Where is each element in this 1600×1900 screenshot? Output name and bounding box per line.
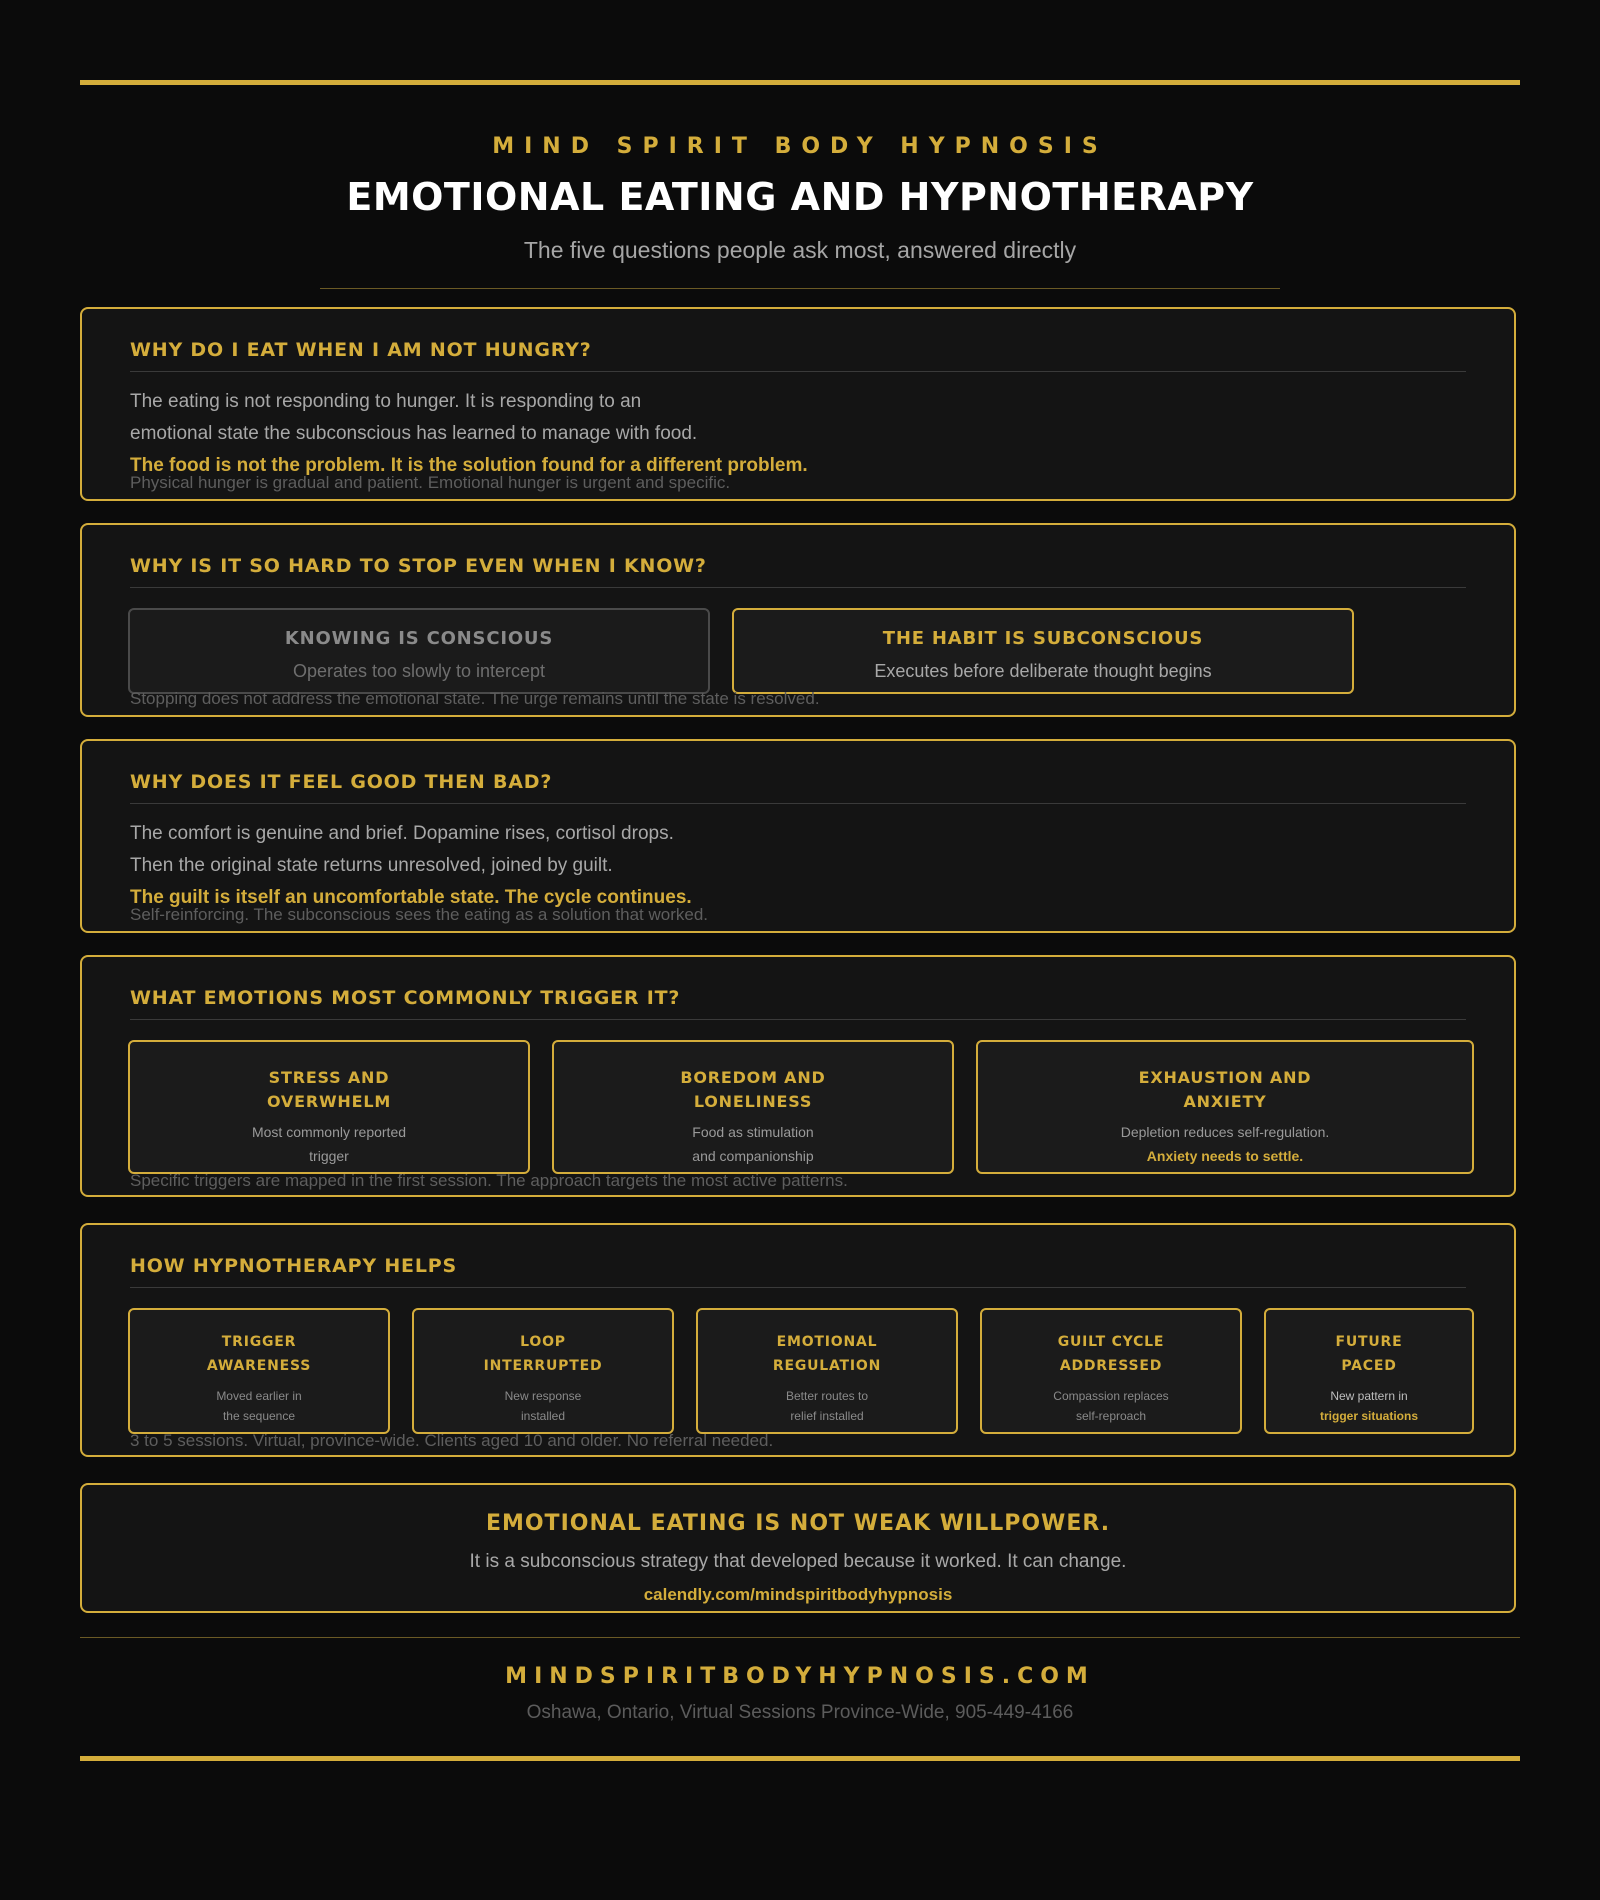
card-divider — [130, 803, 1466, 804]
question-card-4 — [80, 955, 1516, 1197]
answer-highlight: The food is not the problem. It is the solution found for a different problem. — [130, 455, 808, 476]
step-box-guilt-cycle — [980, 1308, 1242, 1434]
answer-line: The comfort is genuine and brief. Dopamine rises, cortisol drops. — [130, 823, 674, 844]
step-desc: New pattern in trigger situations — [1319, 1389, 1418, 1423]
page-subtitle: The five questions people ask most, answered directly — [523, 237, 1077, 263]
card-divider — [130, 1019, 1466, 1020]
step-title: EMOTIONAL REGULATION — [772, 1334, 882, 1374]
concept-desc: Operates too slowly to intercept — [292, 661, 546, 681]
cta-card — [80, 1483, 1516, 1613]
trigger-desc: Most commonly reported trigger — [251, 1124, 407, 1164]
step-desc: New response installed — [504, 1389, 582, 1423]
question-heading: WHAT EMOTIONS MOST COMMONLY TRIGGER IT? — [130, 987, 681, 1009]
step-title: FUTURE PACED — [1335, 1334, 1403, 1374]
footer-divider — [80, 1637, 1520, 1638]
question-heading: WHY DO I EAT WHEN I AM NOT HUNGRY? — [130, 339, 592, 361]
trigger-desc: Food as stimulation and companionship — [692, 1124, 814, 1164]
website-url[interactable]: MINDSPIRITBODYHYPNOSIS.COM — [505, 1664, 1095, 1689]
answer-note: Self-reinforcing. The subconscious sees the eating as a solution that worked. — [130, 905, 709, 924]
answer-line: The eating is not responding to hunger. It is responding to an — [130, 391, 642, 412]
card-divider — [130, 1287, 1466, 1288]
concept-desc: Executes before deliberate thought begins — [874, 661, 1212, 681]
answer-highlight: The guilt is itself an uncomfortable state. The cycle continues. — [130, 887, 692, 908]
question-heading: WHY DOES IT FEEL GOOD THEN BAD? — [130, 771, 553, 793]
answer-note: 3 to 5 sessions. Virtual, province-wide. Clients aged 10 and older. No referral needed. — [130, 1431, 774, 1450]
card-divider — [130, 371, 1466, 372]
page-title: EMOTIONAL EATING AND HYPNOTHERAPY — [346, 175, 1254, 219]
step-box-trigger-awareness — [128, 1308, 390, 1434]
cta-body: It is a subconscious strategy that developed because it worked. It can change. — [469, 1551, 1127, 1572]
step-title: TRIGGER AWARENESS — [206, 1334, 312, 1374]
step-desc: Better routes to relief installed — [785, 1389, 869, 1423]
answer-note: Specific triggers are mapped in the first session. The approach targets the most active patterns. — [130, 1171, 848, 1190]
question-card-2 — [80, 523, 1516, 717]
step-title: GUILT CYCLE ADDRESSED — [1057, 1334, 1165, 1374]
trigger-title: EXHAUSTION AND ANXIETY — [1138, 1068, 1312, 1111]
brand-name: MIND SPIRIT BODY HYPNOSIS — [492, 134, 1108, 159]
question-card-5 — [80, 1223, 1516, 1457]
header-divider — [320, 288, 1280, 289]
trigger-box-boredom — [552, 1040, 954, 1174]
booking-link[interactable]: calendly.com/mindspiritbodyhypnosis — [643, 1585, 953, 1604]
trigger-box-stress — [128, 1040, 530, 1174]
question-heading: HOW HYPNOTHERAPY HELPS — [130, 1255, 457, 1277]
concept-box-subconscious — [732, 608, 1354, 694]
answer-line: Then the original state returns unresolved, joined by guilt. — [130, 855, 613, 876]
step-desc: Compassion replaces self-reproach — [1053, 1389, 1169, 1423]
trigger-title: BOREDOM AND LONELINESS — [680, 1068, 826, 1111]
step-title: LOOP INTERRUPTED — [483, 1334, 603, 1374]
question-card-1 — [80, 307, 1516, 501]
cta-heading: EMOTIONAL EATING IS NOT WEAK WILLPOWER. — [485, 1511, 1111, 1536]
step-box-loop-interrupted — [412, 1308, 674, 1434]
step-box-future-paced — [1264, 1308, 1474, 1434]
step-desc: Moved earlier in the sequence — [216, 1389, 302, 1423]
concept-title: THE HABIT IS SUBCONSCIOUS — [882, 628, 1204, 649]
answer-note: Stopping does not address the emotional state. The urge remains until the state is resolved. — [130, 689, 820, 708]
answer-note: Physical hunger is gradual and patient. Emotional hunger is urgent and specific. — [130, 473, 731, 492]
concept-title: KNOWING IS CONSCIOUS — [284, 628, 554, 649]
question-heading: WHY IS IT SO HARD TO STOP EVEN WHEN I KNOW? — [130, 555, 707, 577]
question-card-3 — [80, 739, 1516, 933]
top-gold-rule — [80, 80, 1520, 85]
trigger-box-exhaustion — [976, 1040, 1474, 1174]
trigger-title: STRESS AND OVERWHELM — [266, 1068, 392, 1111]
bottom-gold-rule — [80, 1756, 1520, 1761]
concept-box-conscious — [128, 608, 710, 694]
card-divider — [130, 587, 1466, 588]
step-box-emotional-regulation — [696, 1308, 958, 1434]
answer-line: emotional state the subconscious has learned to manage with food. — [130, 423, 698, 444]
contact-info: Oshawa, Ontario, Virtual Sessions Province-Wide, 905-449-4166 — [526, 1702, 1074, 1723]
trigger-desc: Depletion reduces self-regulation. Anxiety needs to settle. — [1120, 1124, 1330, 1164]
